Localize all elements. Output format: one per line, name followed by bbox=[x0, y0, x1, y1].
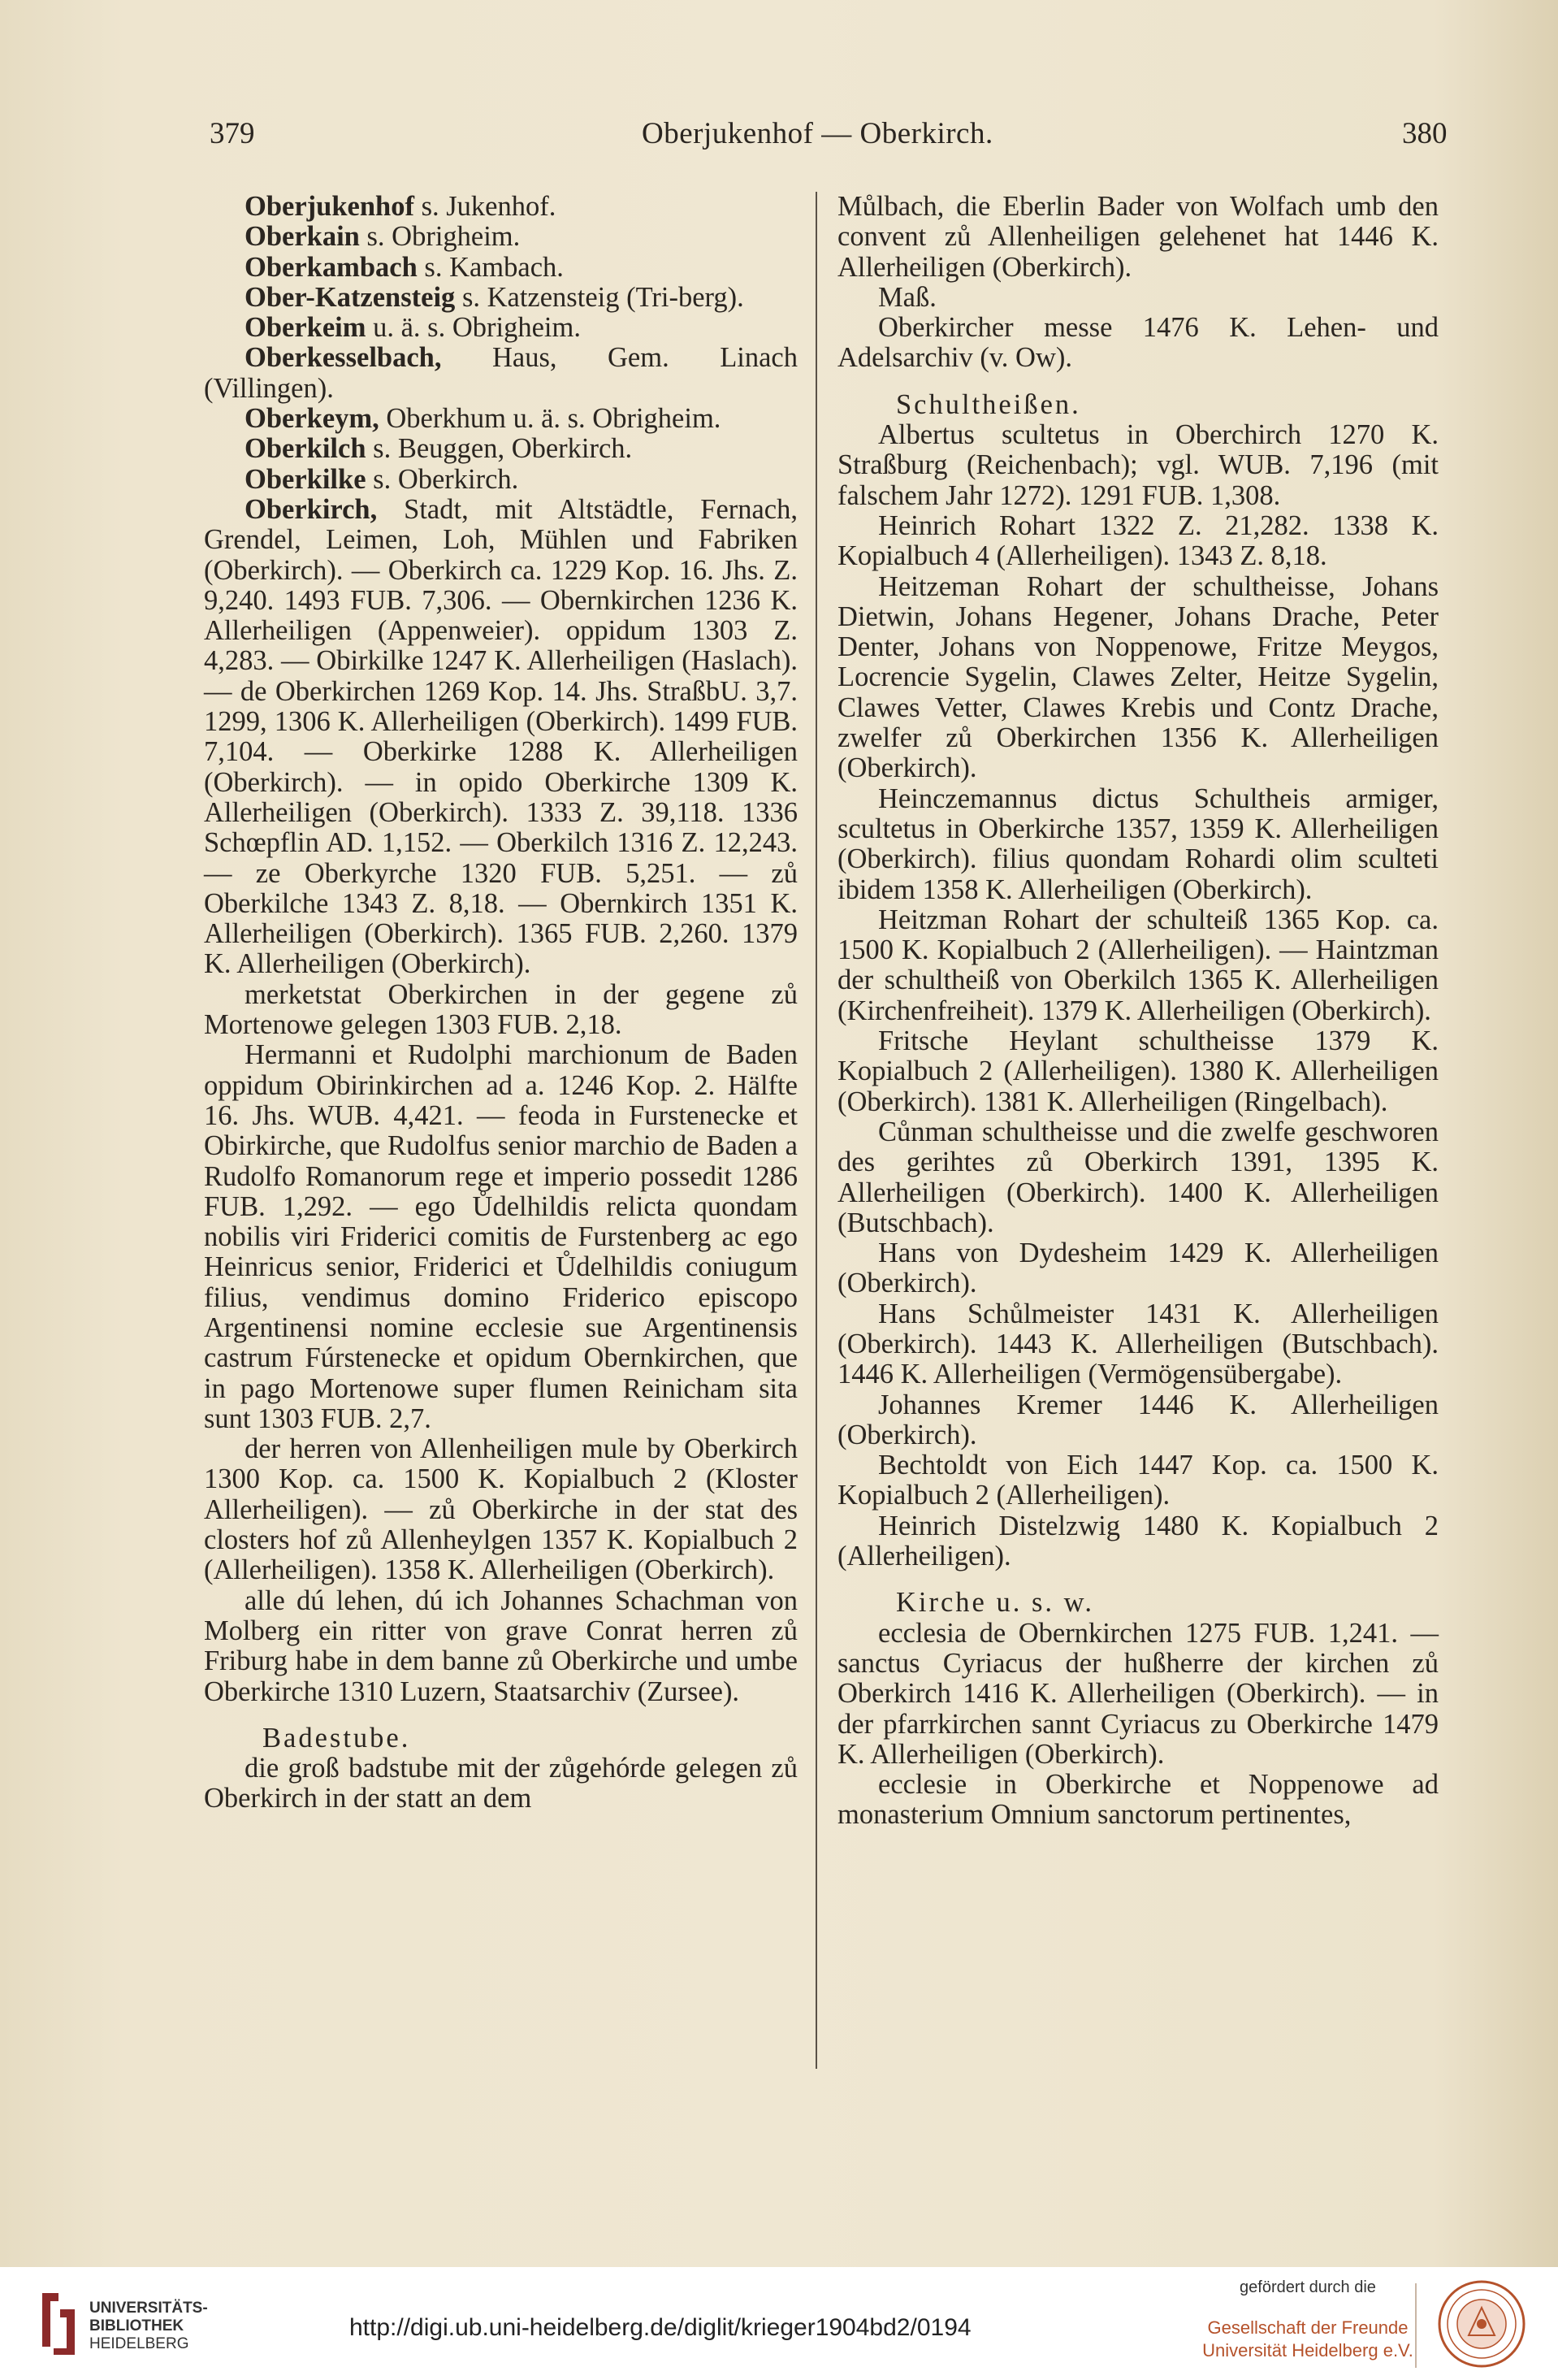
section-heading bbox=[204, 1723, 798, 1754]
headword-entry bbox=[204, 283, 798, 313]
entry-text: Kirche u. s. w. bbox=[896, 1587, 1094, 1619]
entry-paragraph bbox=[837, 511, 1439, 572]
library-name bbox=[89, 2300, 208, 2353]
entry-text: Schultheißen. bbox=[896, 388, 1081, 420]
headword-entry bbox=[204, 313, 798, 343]
entry-text: der herren von Allenheiligen mule by Oberkirch 1300 Kop. ca. 1500 K. Kopialbuch 2 (Kloster Allerheiligen). — zů Oberkirche in der stat des closters hof zů Allenheylgen 1357 K. Kopialbuch 2 (Allerheiligen). 1358 K. Allerheiligen (Oberkirch). bbox=[204, 1433, 798, 1586]
entry-paragraph bbox=[837, 1619, 1439, 1770]
left-column bbox=[204, 192, 798, 1814]
page-header bbox=[0, 116, 1558, 165]
library-name-line3: HEIDELBERG bbox=[89, 2335, 189, 2352]
entry-text: Maß. bbox=[878, 281, 937, 313]
entry-text: Hermanni et Rudolphi marchionum de Baden oppidum Obirinkirchen ad a. 1246 Kop. 2. Hälfte 16. Jhs. WUB. 4,421. — feoda in Furstenecke et Obirkirche, que Rudolfus senior marchio de Baden a Rudolfo Romanorum rege et imperio possedit 1286 FUB. 1,292. — ego Ůdelhildis relicta quondam nobilis viri Friderici comitis de Furstenberg ac ego Heinricus senior, Friderici et Ůdelhildis coniugum filius, vendimus domino Friderico episcopo Argentinensi nomine ecclesie sue Argentinensis castrum Fúrstenecke et opidum Obernkirchen, que in pago Mortenowe super flumen Reinicham sita sunt 1303 FUB. 2,7. bbox=[204, 1039, 798, 1434]
section-heading bbox=[837, 1588, 1439, 1618]
headword-entry bbox=[204, 434, 798, 464]
headword: Oberkilch bbox=[245, 433, 366, 465]
entry-text: s. Katzensteig (Tri-berg). bbox=[455, 281, 744, 313]
entry-paragraph bbox=[204, 1434, 798, 1585]
headword-entry bbox=[204, 222, 798, 252]
entry-paragraph bbox=[837, 784, 1439, 905]
entry-text: s. Jukenhof. bbox=[413, 191, 556, 222]
entry-paragraph bbox=[837, 905, 1439, 1026]
headword: Oberjukenhof bbox=[245, 191, 414, 222]
university-seal-icon bbox=[1436, 2278, 1527, 2369]
entry-text: Heinczemannus dictus Schultheis armiger, scultetus in Oberkirche 1357, 1359 K. Allerheiligen (Oberkirch). filius quondam Rohardi olim sculteti ibidem 1358 K. Allerheiligen (Oberkirch). bbox=[837, 782, 1439, 905]
headword: Oberkain bbox=[245, 221, 360, 253]
entry-paragraph bbox=[837, 420, 1439, 511]
headword-entry bbox=[204, 495, 798, 980]
entry-text: Haus, Gem. Linach (Villingen). bbox=[204, 342, 798, 404]
right-column bbox=[837, 192, 1439, 1831]
column-divider bbox=[816, 192, 817, 2069]
headword: Oberkeim bbox=[245, 312, 366, 344]
entry-text: Heinrich Rohart 1322 Z. 21,282. 1338 K. Kopialbuch 4 (Allerheiligen). 1343 Z. 8,18. bbox=[837, 509, 1439, 572]
entry-text: Bechtoldt von Eich 1447 Kop. ca. 1500 K. Kopialbuch 2 (Allerheiligen). bbox=[837, 1450, 1439, 1511]
headword-entry bbox=[204, 465, 798, 495]
entry-text: s. Oberkirch. bbox=[366, 463, 519, 495]
entry-paragraph bbox=[204, 980, 798, 1041]
sponsor-name bbox=[1202, 2317, 1413, 2362]
entry-text: u. ä. s. Obrigheim. bbox=[366, 312, 581, 344]
headword: Ober-Katzensteig bbox=[245, 281, 456, 313]
entry-text: alle dú lehen, dú ich Johannes Schachman von Molberg ein ritter von grave Conrat herren zů Friburg habe in dem banne zů Oberkirche und umbe Oberkirche 1310 Luzern, Staatsarchiv (Zursee). bbox=[204, 1584, 798, 1707]
entry-text: Badestube. bbox=[262, 1722, 411, 1754]
entry-text: Heitzeman Rohart der schultheisse, Johans Dietwin, Johans Hegener, Johans Drache, Peter Denter, Johans von Noppenowe, Fritze Meygos, Locrencie Sygelin, Clawes Zelter, Heitze Sygelin, Clawes Vetter, Clawes Krebis und Contz Drache, zwelfer zů Oberkirchen 1356 K. Allerheiligen (Oberkirch). bbox=[837, 570, 1439, 784]
entry-text: merketstat Oberkirchen in der gegene zů Mortenowe gelegen 1303 FUB. 2,18. bbox=[204, 978, 798, 1041]
footer-divider bbox=[1415, 2283, 1417, 2368]
entry-text: Heinrich Distelzwig 1480 K. Kopialbuch 2 (Allerheiligen). bbox=[837, 1510, 1439, 1572]
entry-paragraph bbox=[837, 1450, 1439, 1511]
headword: Oberkeym, bbox=[245, 403, 379, 435]
entry-paragraph bbox=[837, 1117, 1439, 1238]
entry-text: Albertus scultetus in Oberchirch 1270 K. Straßburg (Reichenbach); vgl. WUB. 7,196 (mit falschem Jahr 1272). 1291 FUB. 1,308. bbox=[837, 419, 1439, 511]
entry-text: Můlbach, die Eberlin Bader von Wolfach umb den convent zů Allenheiligen gelehenet hat 1446 K. Allerheiligen (Oberkirch). bbox=[837, 191, 1439, 283]
university-library-logo-icon bbox=[36, 2290, 81, 2358]
entry-paragraph bbox=[837, 283, 1439, 313]
headword: Oberkesselbach, bbox=[245, 342, 442, 374]
entry-paragraph bbox=[837, 1770, 1439, 1831]
entry-paragraph bbox=[837, 1511, 1439, 1572]
running-title: Oberjukenhof — Oberkirch. bbox=[642, 117, 993, 150]
page-number-left: 379 bbox=[210, 117, 255, 150]
entry-text: Johannes Kremer 1446 K. Allerheiligen (Oberkirch). bbox=[837, 1389, 1439, 1450]
sponsor-name-line2: Universität Heidelberg e.V. bbox=[1202, 2340, 1413, 2360]
viewer-footer bbox=[0, 2267, 1558, 2380]
headword: Oberkambach bbox=[245, 251, 418, 283]
library-name-line2: BIBLIOTHEK bbox=[89, 2317, 184, 2334]
page-url-link[interactable]: http://digi.ub.uni-heidelberg.de/diglit/krieger1904bd2/0194 bbox=[349, 2314, 972, 2341]
headword: Oberkirch, bbox=[245, 493, 378, 525]
headword-entry bbox=[204, 343, 798, 404]
entry-paragraph bbox=[204, 1754, 798, 1814]
entry-paragraph bbox=[837, 1238, 1439, 1299]
funded-by-label: gefördert durch die bbox=[1240, 2278, 1376, 2296]
headword-entry bbox=[204, 192, 798, 222]
entry-text: s. Beuggen, Oberkirch. bbox=[366, 433, 633, 465]
entry-text: ecclesie in Oberkirche et Noppenowe ad monasterium Omnium sanctorum pertinentes, bbox=[837, 1769, 1439, 1831]
entry-text: Stadt, mit Altstädtle, Fernach, Grendel, Leimen, Loh, Mühlen und Fabriken (Oberkirch). — Oberkirch ca. 1229 Kop. 16. Jhs. Z. 9,240. 1493 FUB. 7,306. — Obernkirchen 1236 K. Allerheiligen (Appenweier). oppidum 1303 Z. 4,283. — Obirkilke 1247 K. Allerheiligen (Haslach). — de Oberkirchen 1269 Kop. 14. Jhs. StraßbU. 3,7. 1299, 1306 K. Allerheiligen (Oberkirch). 1499 FUB. 7,104. — Oberkirke 1288 K. Allerheiligen (Oberkirch). — in opido Oberkirche 1309 K. Allerheiligen (Oberkirch). 1333 Z. 39,118. 1336 Schœpflin AD. 1,152. — Oberkilch 1316 Z. 12,243. — ze Oberkyrche 1320 FUB. 5,251. — zů Oberkilche 1343 Z. 8,18. — Obernkirch 1351 K. Allerheiligen (Oberkirch). 1365 FUB. 2,260. 1379 K. Allerheiligen (Oberkirch). bbox=[204, 493, 798, 980]
entry-paragraph bbox=[837, 1299, 1439, 1390]
sponsor-block bbox=[1202, 2278, 1413, 2362]
entry-paragraph bbox=[837, 572, 1439, 784]
entry-text: Fritsche Heylant schultheisse 1379 K. Kopialbuch 2 (Allerheiligen). 1380 K. Allerheiligen (Oberkirch). 1381 K. Allerheiligen (Ringelbach). bbox=[837, 1025, 1439, 1117]
entry-text: Oberkhum u. ä. s. Obrigheim. bbox=[379, 403, 721, 435]
headword-entry bbox=[204, 404, 798, 434]
entry-text: die groß badstube mit der zůgehórde gelegen zů Oberkirch in der statt an dem bbox=[204, 1753, 798, 1814]
entry-text: s. Obrigheim. bbox=[359, 221, 521, 253]
headword-entry bbox=[204, 253, 798, 283]
headword: Oberkilke bbox=[245, 463, 366, 495]
entry-text: Heitzman Rohart der schulteiß 1365 Kop. ca. 1500 K. Kopialbuch 2 (Allerheiligen). — Haintzman der schultheiß von Oberkilch 1365 K. Allerheiligen (Kirchenfreiheit). 1379 K. Allerheiligen (Oberkirch). bbox=[837, 904, 1439, 1026]
entry-paragraph bbox=[837, 1026, 1439, 1117]
entry-text: ecclesia de Obernkirchen 1275 FUB. 1,241. — sanctus Cyriacus der hußherre der kirchen zů Oberkirch 1416 K. Allerheiligen (Oberkirch). — in der pfarrkirchen sannt Cyriacus zu Oberkirche 1479 K. Allerheiligen (Oberkirch). bbox=[837, 1617, 1439, 1770]
entry-text: s. Kambach. bbox=[417, 251, 564, 283]
entry-paragraph bbox=[837, 192, 1439, 283]
sponsor-name-line1: Gesellschaft der Freunde bbox=[1207, 2317, 1409, 2338]
library-name-line1: UNIVERSITÄTS- bbox=[89, 2300, 208, 2317]
entry-paragraph bbox=[837, 1390, 1439, 1451]
entry-paragraph bbox=[837, 313, 1439, 374]
entry-paragraph bbox=[204, 1586, 798, 1707]
entry-text: Hans von Dydesheim 1429 K. Allerheiligen (Oberkirch). bbox=[837, 1238, 1439, 1299]
section-heading bbox=[837, 390, 1439, 420]
entry-paragraph bbox=[204, 1040, 798, 1434]
entry-text: Hans Schůlmeister 1431 K. Allerheiligen (Oberkirch). 1443 K. Allerheiligen (Butschbach). 1446 K. Allerheiligen (Vermögensübergabe). bbox=[837, 1298, 1439, 1390]
entry-text: Oberkircher messe 1476 K. Lehen- und Adelsarchiv (v. Ow). bbox=[837, 312, 1439, 374]
page-number-right: 380 bbox=[1402, 117, 1448, 150]
entry-text: Cůnman schultheisse und die zwelfe geschworen des gerihtes zů Oberkirch 1391, 1395 K. Allerheiligen (Oberkirch). 1400 K. Allerheiligen (Butschbach). bbox=[837, 1116, 1439, 1238]
